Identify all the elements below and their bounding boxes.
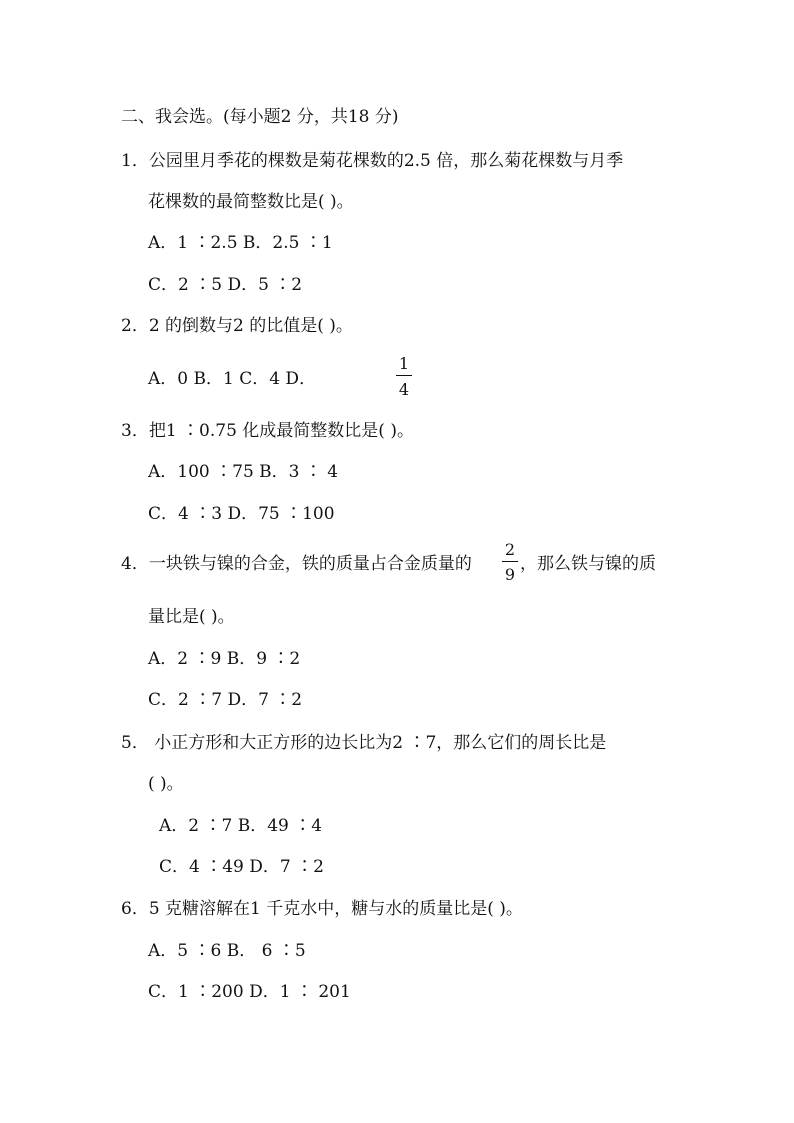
question-3-options-cd: C．4 ∶3 D．75 ∶100: [148, 504, 335, 524]
question-4-fraction-denominator: 9: [504, 565, 516, 584]
question-6-options-ab: A．5 ∶6 B． 6 ∶5: [148, 941, 306, 961]
question-2-text: 2．2 的倒数与2 的比值是( )。: [121, 316, 353, 336]
question-4-text-cont: 量比是( )。: [148, 607, 235, 627]
question-3-text: 3．把1 ∶0.75 化成最简整数比是( )。: [121, 421, 414, 441]
question-6-text: 6．5 克糖溶解在1 千克水中，糖与水的质量比是( )。: [121, 899, 523, 919]
question-1-text: 1．公园里月季花的棵数是菊花棵数的2.5 倍，那么菊花棵数与月季: [121, 151, 624, 171]
question-6-options-cd: C．1 ∶200 D．1 ∶ 201: [148, 982, 351, 1002]
question-1-options-ab: A．1 ∶2.5 B．2.5 ∶1: [148, 233, 333, 253]
question-2-options: A．0 B．1 C．4 D．: [148, 369, 317, 389]
question-5-options-cd: C．4 ∶49 D．7 ∶2: [159, 857, 324, 877]
question-2-fraction-numerator: 1: [398, 354, 410, 373]
question-4-text-tail: ，那么铁与镍的质: [520, 554, 656, 574]
section-title: 二、我会选。(每小题2 分，共18 分): [121, 107, 399, 127]
question-1-text-cont: 花棵数的最简整数比是( )。: [148, 192, 354, 212]
question-1-options-cd: C．2 ∶5 D．5 ∶2: [148, 275, 303, 295]
question-2-fraction-denominator: 4: [398, 380, 410, 399]
question-4-fraction-numerator: 2: [504, 540, 516, 559]
question-4-text: 4．一块铁与镍的合金，铁的质量占合金质量的: [121, 554, 472, 574]
question-5-options-ab: A．2 ∶7 B．49 ∶4: [159, 816, 323, 836]
question-2-fraction-bar: [396, 375, 412, 376]
question-3-options-ab: A．100 ∶75 B．3 ∶ 4: [148, 462, 339, 482]
question-4-fraction-bar: [502, 561, 518, 562]
question-5-text-cont: ( )。: [148, 774, 184, 794]
question-5-text: 5． 小正方形和大正方形的边长比为2 ∶7，那么它们的周长比是: [121, 733, 607, 753]
question-4-options-ab: A．2 ∶9 B．9 ∶2: [148, 649, 301, 669]
question-4-options-cd: C．2 ∶7 D．7 ∶2: [148, 690, 303, 710]
